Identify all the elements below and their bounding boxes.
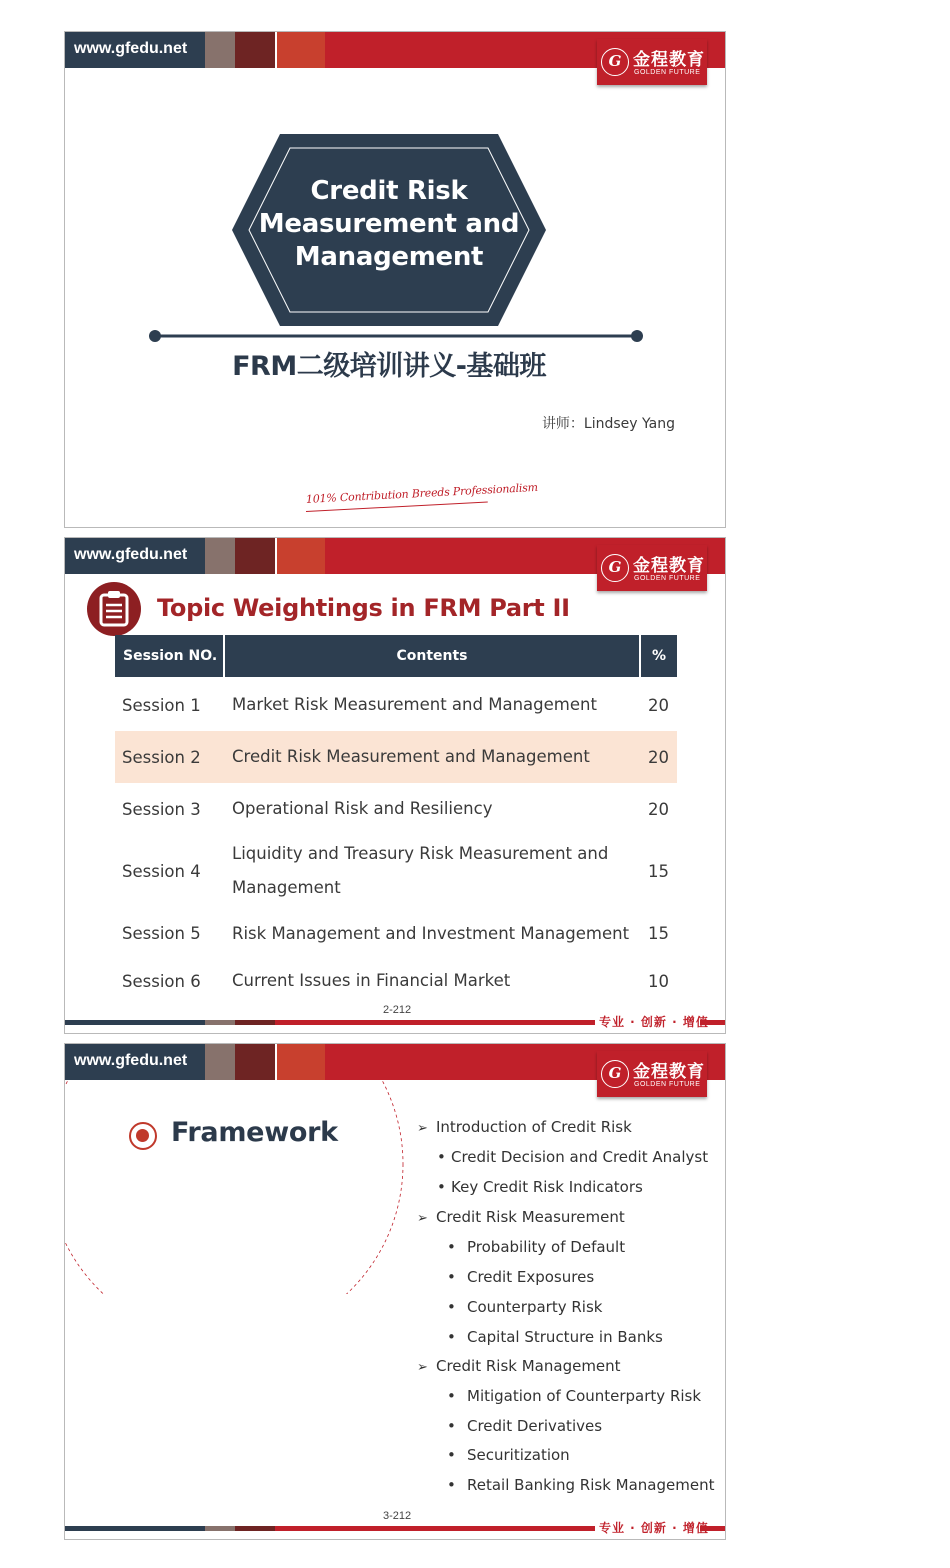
session-cell: Session 4 xyxy=(122,861,201,881)
logo-cn: 金程教育 xyxy=(633,556,705,576)
target-circle-icon xyxy=(129,1122,157,1150)
column-header: % xyxy=(640,635,677,677)
contents-cell: Operational Risk and Resiliency xyxy=(232,799,493,818)
logo-emblem-icon: G xyxy=(601,1060,629,1088)
bullet-icon: • xyxy=(437,1178,446,1196)
session-cell: Session 5 xyxy=(122,924,201,943)
page-number: 3-212 xyxy=(383,1510,412,1522)
slide-cover xyxy=(64,31,726,528)
cover-title-line: Credit Risk xyxy=(310,176,468,206)
site-url[interactable]: www.gfedu.net xyxy=(74,40,188,57)
outline-item: • Securitization xyxy=(447,1446,570,1464)
outline-item: • Key Credit Risk Indicators xyxy=(437,1178,643,1196)
outline-item: ➢ Introduction of Credit Risk xyxy=(417,1118,632,1136)
logo-emblem-icon: G xyxy=(601,48,629,76)
bullet-icon: • xyxy=(447,1298,456,1316)
contents-cell: Credit Risk Measurement and Management xyxy=(224,731,640,783)
column-header: Contents xyxy=(224,635,640,677)
motto-signature: 101% Contribution Breeds Professionalism xyxy=(305,480,539,506)
arrow-bullet-icon: ➢ xyxy=(417,1211,428,1226)
cover-subtitle: FRM二级培训讲义-基础班 xyxy=(232,351,546,382)
outline-item: • Credit Derivatives xyxy=(447,1417,603,1435)
logo-cn: 金程教育 xyxy=(633,50,705,70)
table-row xyxy=(115,677,677,731)
percent-cell: 20 xyxy=(640,731,677,783)
column-header: Session NO. xyxy=(115,635,224,677)
logo-emblem-icon: G xyxy=(601,554,629,582)
arrow-bullet-icon: ➢ xyxy=(417,1360,428,1375)
cover-title xyxy=(258,175,520,274)
weightings-table xyxy=(115,635,677,1002)
golden-future-logo xyxy=(597,39,707,85)
table-row xyxy=(115,907,677,960)
percent-cell: 20 xyxy=(648,799,669,819)
table-row-highlighted xyxy=(115,731,677,783)
logo-cn: 金程教育 xyxy=(633,1062,705,1082)
table-row xyxy=(115,960,677,1002)
site-url[interactable]: www.gfedu.net xyxy=(74,1052,188,1069)
percent-cell: 10 xyxy=(648,971,669,991)
site-url[interactable]: www.gfedu.net xyxy=(74,546,188,563)
page-number: 2-212 xyxy=(383,1004,412,1016)
slide-title: Topic Weightings in FRM Part II xyxy=(157,594,570,622)
table-row xyxy=(115,835,677,907)
session-cell: Session 6 xyxy=(122,971,201,991)
cover-title-line: Management xyxy=(294,242,484,272)
outline-item: • Capital Structure in Banks xyxy=(447,1328,663,1346)
footer-slogan: 专业 · 创新 · 增值 xyxy=(599,1521,709,1535)
golden-future-logo xyxy=(597,1051,707,1097)
session-cell: Session 2 xyxy=(115,731,224,783)
outline-item: • Probability of Default xyxy=(447,1238,626,1256)
slide-framework xyxy=(64,1043,726,1540)
footer-slogan: 专业 · 创新 · 增值 xyxy=(599,1015,709,1029)
contents-cell: Risk Management and Investment Management xyxy=(232,923,630,943)
outline-item: ➢ Credit Risk Management xyxy=(417,1357,621,1375)
bullet-icon: • xyxy=(447,1446,456,1464)
logo-en: GOLDEN FUTURE xyxy=(634,575,701,582)
contents-cell: Market Risk Measurement and Management xyxy=(232,695,597,714)
slide-title: Framework xyxy=(171,1117,338,1148)
bullet-icon: • xyxy=(447,1387,456,1405)
divider-rule xyxy=(149,328,643,344)
session-cell: Session 1 xyxy=(122,695,201,715)
bullet-icon: • xyxy=(447,1476,456,1494)
outline-item: • Credit Decision and Credit Analyst xyxy=(437,1148,709,1166)
outline-item: • Mitigation of Counterparty Risk xyxy=(447,1387,702,1405)
percent-cell: 15 xyxy=(648,924,669,943)
cover-title-line: Measurement and xyxy=(258,209,520,239)
bullet-icon: • xyxy=(447,1268,456,1286)
contents-cell: Current Issues in Financial Market xyxy=(232,971,511,990)
outline-item: • Retail Banking Risk Management xyxy=(447,1476,715,1494)
bullet-icon: • xyxy=(437,1148,446,1166)
bullet-icon: • xyxy=(447,1238,456,1256)
lecturer-name: 讲师：Lindsey Yang xyxy=(541,416,675,432)
decorative-dashed-circle xyxy=(64,1043,415,1294)
bullet-icon: • xyxy=(447,1417,456,1435)
contents-cell: Liquidity and Treasury Risk Measurement and Management xyxy=(232,844,609,897)
logo-en: GOLDEN FUTURE xyxy=(634,1081,701,1088)
golden-future-logo xyxy=(597,545,707,591)
clipboard-icon xyxy=(87,582,141,636)
arrow-bullet-icon: ➢ xyxy=(417,1121,428,1136)
outline-item: ➢ Credit Risk Measurement xyxy=(417,1208,625,1226)
percent-cell: 20 xyxy=(648,695,669,715)
outline-item: • Counterparty Risk xyxy=(447,1298,603,1316)
slide-topic-weightings xyxy=(64,537,726,1034)
outline-item: • Credit Exposures xyxy=(447,1268,595,1286)
bullet-icon: • xyxy=(447,1328,456,1346)
table-row xyxy=(115,783,677,835)
percent-cell: 15 xyxy=(648,861,669,881)
session-cell: Session 3 xyxy=(122,799,201,819)
table-header-row xyxy=(115,635,677,677)
logo-en: GOLDEN FUTURE xyxy=(634,69,701,76)
